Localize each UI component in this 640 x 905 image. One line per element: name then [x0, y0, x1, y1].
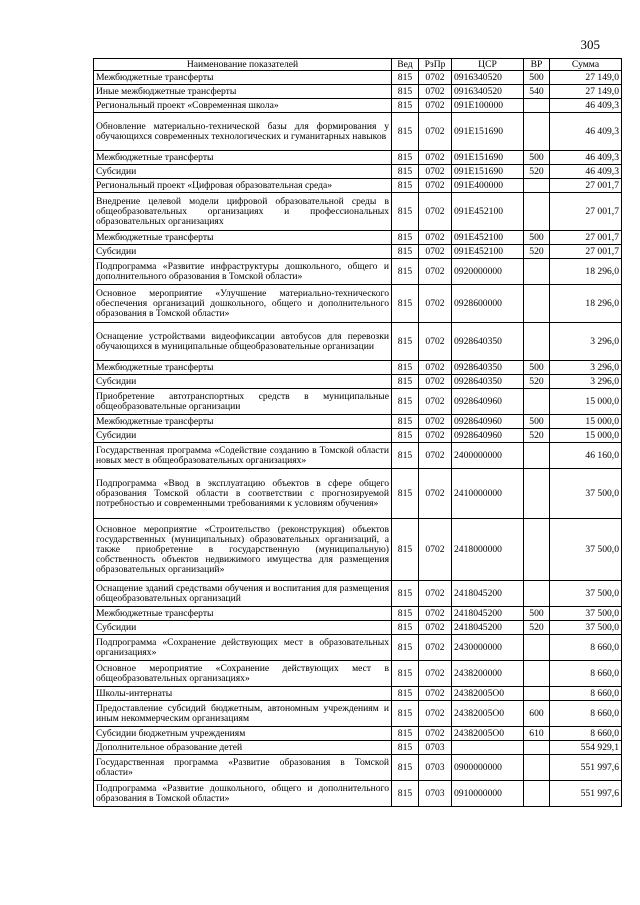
table-row — [94, 193, 622, 231]
row-vr: 500 — [524, 415, 550, 429]
row-name: Приобретение автотранспортных средств в муниципальные общеобразовательные организации — [94, 389, 392, 415]
row-sum: 46 160,0 — [550, 443, 622, 469]
table-row — [94, 429, 622, 443]
table-row — [94, 469, 622, 519]
row-sum: 46 409,3 — [550, 99, 622, 113]
row-ved: 815 — [392, 71, 419, 85]
row-name: Межбюджетные трансферты — [94, 361, 392, 375]
table-row — [94, 245, 622, 259]
row-sum: 8 660,0 — [550, 635, 622, 661]
row-rzpr: 0702 — [419, 85, 452, 99]
row-csr: 2430000000 — [452, 635, 524, 661]
row-name: Основное мероприятие «Сохранение действующих мест в общеобразовательных организациях» — [94, 661, 392, 687]
row-rzpr: 0702 — [419, 179, 452, 193]
row-rzpr: 0702 — [419, 581, 452, 607]
header-rzpr: РзПр — [419, 59, 452, 71]
row-sum: 3 296,0 — [550, 375, 622, 389]
row-sum: 46 409,3 — [550, 113, 622, 151]
row-ved: 815 — [392, 415, 419, 429]
row-sum: 27 001,7 — [550, 179, 622, 193]
row-vr: 520 — [524, 245, 550, 259]
row-sum: 37 500,0 — [550, 469, 622, 519]
row-csr: 24382005О0 — [452, 727, 524, 741]
row-csr: 2410000000 — [452, 469, 524, 519]
row-vr: 520 — [524, 621, 550, 635]
row-sum: 554 929,1 — [550, 741, 622, 755]
row-ved: 815 — [392, 165, 419, 179]
row-sum: 3 296,0 — [550, 323, 622, 361]
row-csr: 24382005О0 — [452, 687, 524, 701]
table-row — [94, 687, 622, 701]
row-sum: 18 296,0 — [550, 285, 622, 323]
row-vr — [524, 193, 550, 231]
row-ved: 815 — [392, 99, 419, 113]
row-csr: 0916340520 — [452, 85, 524, 99]
row-vr — [524, 661, 550, 687]
row-rzpr: 0702 — [419, 245, 452, 259]
row-ved: 815 — [392, 113, 419, 151]
row-vr — [524, 519, 550, 581]
row-sum: 46 409,3 — [550, 165, 622, 179]
table-row — [94, 179, 622, 193]
row-vr: 540 — [524, 85, 550, 99]
row-vr: 500 — [524, 151, 550, 165]
row-vr — [524, 443, 550, 469]
table-row — [94, 443, 622, 469]
row-ved: 815 — [392, 259, 419, 285]
row-name: Предоставление субсидий бюджетным, автономным учреждениям и иным некоммерческим организациям — [94, 701, 392, 727]
row-vr: 500 — [524, 231, 550, 245]
row-ved: 815 — [392, 231, 419, 245]
table-row — [94, 581, 622, 607]
row-rzpr: 0703 — [419, 741, 452, 755]
row-vr — [524, 581, 550, 607]
row-csr: 091E151690 — [452, 113, 524, 151]
row-name: Субсидии — [94, 429, 392, 443]
row-sum: 18 296,0 — [550, 259, 622, 285]
row-vr — [524, 741, 550, 755]
row-csr: 0928640960 — [452, 429, 524, 443]
row-name: Подпрограмма «Ввод в эксплуатацию объектов в сфере общего образования Томской области в соответствии с прогнозируемой потребностью и современными требованиями к условиям обучения» — [94, 469, 392, 519]
row-rzpr: 0702 — [419, 415, 452, 429]
row-name: Оснащение зданий средствами обучения и воспитания для размещения общеобразовательных организаций — [94, 581, 392, 607]
table-row — [94, 635, 622, 661]
row-vr — [524, 635, 550, 661]
table-row — [94, 701, 622, 727]
row-ved: 815 — [392, 85, 419, 99]
row-csr — [452, 741, 524, 755]
table-body — [94, 71, 622, 807]
row-name: Подпрограмма «Развитие инфраструктуры дошкольного, общего и дополнительного образования в Томской области» — [94, 259, 392, 285]
table-row — [94, 415, 622, 429]
row-name: Иные межбюджетные трансферты — [94, 85, 392, 99]
row-rzpr: 0702 — [419, 687, 452, 701]
row-rzpr: 0702 — [419, 727, 452, 741]
row-csr: 0928640350 — [452, 375, 524, 389]
row-vr — [524, 755, 550, 781]
row-ved: 815 — [392, 151, 419, 165]
row-name: Субсидии бюджетным учреждениям — [94, 727, 392, 741]
row-vr: 520 — [524, 429, 550, 443]
row-vr — [524, 687, 550, 701]
table-row — [94, 165, 622, 179]
table-row — [94, 259, 622, 285]
row-name: Дополнительное образование детей — [94, 741, 392, 755]
row-vr: 520 — [524, 375, 550, 389]
row-csr: 0928640350 — [452, 323, 524, 361]
row-ved: 815 — [392, 755, 419, 781]
row-csr: 2418045200 — [452, 621, 524, 635]
row-vr — [524, 99, 550, 113]
row-ved: 815 — [392, 323, 419, 361]
row-rzpr: 0702 — [419, 443, 452, 469]
row-sum: 27 149,0 — [550, 85, 622, 99]
row-csr: 2418000000 — [452, 519, 524, 581]
row-ved: 815 — [392, 285, 419, 323]
row-rzpr: 0702 — [419, 701, 452, 727]
row-sum: 37 500,0 — [550, 607, 622, 621]
row-rzpr: 0702 — [419, 259, 452, 285]
row-ved: 815 — [392, 429, 419, 443]
row-sum: 551 997,6 — [550, 781, 622, 807]
row-rzpr: 0702 — [419, 607, 452, 621]
row-ved: 815 — [392, 781, 419, 807]
row-sum: 37 500,0 — [550, 519, 622, 581]
page-number: 305 — [580, 37, 600, 52]
row-ved: 815 — [392, 469, 419, 519]
row-ved: 815 — [392, 607, 419, 621]
table-row — [94, 85, 622, 99]
row-name: Субсидии — [94, 245, 392, 259]
row-vr — [524, 259, 550, 285]
row-name: Подпрограмма «Сохранение действующих мест в образовательных организациях» — [94, 635, 392, 661]
row-vr — [524, 113, 550, 151]
row-rzpr: 0702 — [419, 429, 452, 443]
row-rzpr: 0702 — [419, 71, 452, 85]
row-csr: 2418045200 — [452, 581, 524, 607]
header-ved: Вед — [392, 59, 419, 71]
row-ved: 815 — [392, 443, 419, 469]
row-rzpr: 0702 — [419, 285, 452, 323]
row-rzpr: 0702 — [419, 519, 452, 581]
row-name: Внедрение целевой модели цифровой образовательной среды в общеобразовательных организациях и профессиональных образовательных организациях — [94, 193, 392, 231]
row-name: Субсидии — [94, 165, 392, 179]
row-rzpr: 0703 — [419, 781, 452, 807]
table-row — [94, 361, 622, 375]
row-ved: 815 — [392, 687, 419, 701]
table-row — [94, 71, 622, 85]
table-row — [94, 727, 622, 741]
header-vr: ВР — [524, 59, 550, 71]
row-ved: 815 — [392, 635, 419, 661]
row-name: Основное мероприятие «Строительство (реконструкция) объектов государственных (муниципальных) образовательных организаций, а также приобретение в государственную (муниципальную) собственность объектов недвижимого имущества для размещения образовательных организаций» — [94, 519, 392, 581]
row-csr: 091E151690 — [452, 165, 524, 179]
row-name: Государственная программа «Развитие образования в Томской области» — [94, 755, 392, 781]
row-name: Обновление материально-технической базы для формирования у обучающихся современных технологических и гуманитарных навыков — [94, 113, 392, 151]
row-ved: 815 — [392, 361, 419, 375]
header-csr: ЦСР — [452, 59, 524, 71]
table-row — [94, 519, 622, 581]
row-sum: 551 997,6 — [550, 755, 622, 781]
row-rzpr: 0702 — [419, 661, 452, 687]
row-rzpr: 0702 — [419, 635, 452, 661]
row-csr: 0928640960 — [452, 389, 524, 415]
row-rzpr: 0702 — [419, 323, 452, 361]
row-rzpr: 0702 — [419, 375, 452, 389]
table-row — [94, 323, 622, 361]
row-csr: 0916340520 — [452, 71, 524, 85]
row-ved: 815 — [392, 701, 419, 727]
row-rzpr: 0702 — [419, 231, 452, 245]
row-ved: 815 — [392, 245, 419, 259]
row-sum: 46 409,3 — [550, 151, 622, 165]
row-sum: 27 001,7 — [550, 245, 622, 259]
row-ved: 815 — [392, 727, 419, 741]
row-sum: 27 001,7 — [550, 193, 622, 231]
row-sum: 15 000,0 — [550, 389, 622, 415]
row-name: Субсидии — [94, 375, 392, 389]
table-row — [94, 781, 622, 807]
row-name: Межбюджетные трансферты — [94, 151, 392, 165]
row-csr: 0900000000 — [452, 755, 524, 781]
row-name: Региональный проект «Цифровая образовательная среда» — [94, 179, 392, 193]
table-header-row — [94, 59, 622, 71]
row-sum: 8 660,0 — [550, 727, 622, 741]
row-csr: 0928640350 — [452, 361, 524, 375]
row-csr: 2400000000 — [452, 443, 524, 469]
row-name: Региональный проект «Современная школа» — [94, 99, 392, 113]
table-row — [94, 151, 622, 165]
row-name: Межбюджетные трансферты — [94, 71, 392, 85]
budget-table — [93, 58, 622, 807]
table-row — [94, 741, 622, 755]
row-vr — [524, 389, 550, 415]
row-csr: 091E452100 — [452, 245, 524, 259]
row-ved: 815 — [392, 621, 419, 635]
row-ved: 815 — [392, 581, 419, 607]
row-sum: 37 500,0 — [550, 621, 622, 635]
row-ved: 815 — [392, 741, 419, 755]
row-rzpr: 0702 — [419, 151, 452, 165]
row-ved: 815 — [392, 193, 419, 231]
row-csr: 0920000000 — [452, 259, 524, 285]
row-sum: 8 660,0 — [550, 701, 622, 727]
row-vr: 500 — [524, 361, 550, 375]
row-rzpr: 0702 — [419, 389, 452, 415]
table-row — [94, 231, 622, 245]
row-csr: 0910000000 — [452, 781, 524, 807]
row-csr: 0928600000 — [452, 285, 524, 323]
row-ved: 815 — [392, 661, 419, 687]
row-sum: 3 296,0 — [550, 361, 622, 375]
row-sum: 27 001,7 — [550, 231, 622, 245]
table-row — [94, 661, 622, 687]
row-csr: 2438200000 — [452, 661, 524, 687]
row-vr: 610 — [524, 727, 550, 741]
table-row — [94, 621, 622, 635]
row-ved: 815 — [392, 375, 419, 389]
row-vr: 600 — [524, 701, 550, 727]
row-csr: 24382005О0 — [452, 701, 524, 727]
row-vr — [524, 469, 550, 519]
table-row — [94, 389, 622, 415]
row-rzpr: 0702 — [419, 113, 452, 151]
row-sum: 15 000,0 — [550, 429, 622, 443]
row-rzpr: 0702 — [419, 361, 452, 375]
row-csr: 0928640960 — [452, 415, 524, 429]
table-row — [94, 607, 622, 621]
row-name: Межбюджетные трансферты — [94, 231, 392, 245]
row-csr: 091E452100 — [452, 193, 524, 231]
header-name: Наименование показателей — [94, 59, 392, 71]
row-ved: 815 — [392, 389, 419, 415]
row-name: Основное мероприятие «Улучшение материально-технического обеспечения организаций дошкольного, общего и дополнительного образования в Томской области» — [94, 285, 392, 323]
row-name: Межбюджетные трансферты — [94, 415, 392, 429]
row-csr: 2418045200 — [452, 607, 524, 621]
table-row — [94, 375, 622, 389]
row-rzpr: 0702 — [419, 621, 452, 635]
row-vr: 520 — [524, 165, 550, 179]
row-name: Оснащение устройствами видеофиксации автобусов для перевозки обучающихся в муниципальные общеобразовательные организации — [94, 323, 392, 361]
row-csr: 091E400000 — [452, 179, 524, 193]
row-csr: 091E100000 — [452, 99, 524, 113]
table-row — [94, 755, 622, 781]
table-row — [94, 99, 622, 113]
table-row — [94, 285, 622, 323]
row-name: Подпрограмма «Развитие дошкольного, общего и дополнительного образования в Томской области» — [94, 781, 392, 807]
row-rzpr: 0703 — [419, 755, 452, 781]
row-sum: 15 000,0 — [550, 415, 622, 429]
row-vr: 500 — [524, 607, 550, 621]
row-sum: 37 500,0 — [550, 581, 622, 607]
row-ved: 815 — [392, 179, 419, 193]
row-csr: 091E151690 — [452, 151, 524, 165]
row-rzpr: 0702 — [419, 469, 452, 519]
row-vr — [524, 323, 550, 361]
row-sum: 8 660,0 — [550, 661, 622, 687]
row-ved: 815 — [392, 519, 419, 581]
row-vr — [524, 179, 550, 193]
row-sum: 27 149,0 — [550, 71, 622, 85]
row-sum: 8 660,0 — [550, 687, 622, 701]
row-rzpr: 0702 — [419, 165, 452, 179]
row-name: Субсидии — [94, 621, 392, 635]
row-vr: 500 — [524, 71, 550, 85]
row-name: Государственная программа «Содействие созданию в Томской области новых мест в общеобразовательных организациях» — [94, 443, 392, 469]
row-rzpr: 0702 — [419, 193, 452, 231]
row-vr — [524, 781, 550, 807]
header-sum: Сумма — [550, 59, 622, 71]
row-name: Межбюджетные трансферты — [94, 607, 392, 621]
table-row — [94, 113, 622, 151]
row-name: Школы-интернаты — [94, 687, 392, 701]
row-vr — [524, 285, 550, 323]
row-rzpr: 0702 — [419, 99, 452, 113]
row-csr: 091E452100 — [452, 231, 524, 245]
